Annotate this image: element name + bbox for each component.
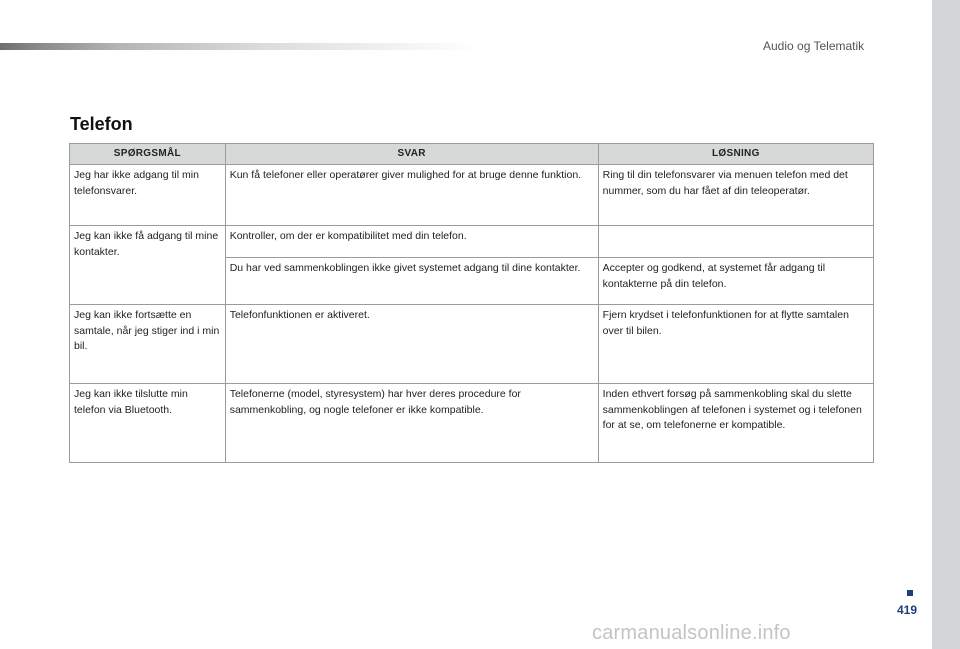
solution-cell <box>598 226 873 258</box>
section-title: Audio og Telematik <box>763 39 865 53</box>
solution-cell: Ring til din telefonsvarer via menuen telefon med det nummer, som du har fået af din teleoperatør. <box>598 165 873 226</box>
question-cell: Jeg kan ikke få adgang til mine kontakter. <box>70 226 226 305</box>
page-number: 419 <box>897 603 918 617</box>
table-header-row <box>70 144 874 165</box>
answer-cell: Kontroller, om der er kompatibilitet med din telefon. <box>225 226 598 258</box>
page-edge-strip <box>932 0 960 649</box>
question-cell: Jeg kan ikke fortsætte en samtale, når jeg stiger ind i min bil. <box>70 305 226 384</box>
table-row <box>70 226 874 258</box>
question-cell: Jeg har ikke adgang til min telefonsvarer. <box>70 165 226 226</box>
answer-cell: Telefonfunktionen er aktiveret. <box>225 305 598 384</box>
solution-cell: Accepter og godkend, at systemet får adgang til kontakterne på din telefon. <box>598 258 873 305</box>
faq-table <box>69 143 874 463</box>
question-cell: Jeg kan ikke tilslutte min telefon via Bluetooth. <box>70 384 226 463</box>
header-solution: LØSNING <box>598 144 873 165</box>
solution-cell: Inden ethvert forsøg på sammenkobling skal du slette sammenkoblingen af telefonen i systemet og i telefonen for at se, om telefonerne er kompatible. <box>598 384 873 463</box>
header-question: SPØRGSMÅL <box>70 144 226 165</box>
answer-cell: Telefonerne (model, styresystem) har hver deres procedure for sammenkobling, og nogle telefoner er ikke kompatible. <box>225 384 598 463</box>
header-gradient-bar <box>0 43 480 50</box>
header-answer: SVAR <box>225 144 598 165</box>
table-row <box>70 384 874 463</box>
page-marker-icon <box>907 590 913 596</box>
table-row <box>70 305 874 384</box>
answer-cell: Du har ved sammenkoblingen ikke givet systemet adgang til dine kontakter. <box>225 258 598 305</box>
solution-cell: Fjern krydset i telefonfunktionen for at flytte samtalen over til bilen. <box>598 305 873 384</box>
watermark: carmanualsonline.info <box>592 622 791 644</box>
answer-cell: Kun få telefoner eller operatører giver mulighed for at bruge denne funktion. <box>225 165 598 226</box>
page-title: Telefon <box>70 114 133 134</box>
table-row <box>70 165 874 226</box>
